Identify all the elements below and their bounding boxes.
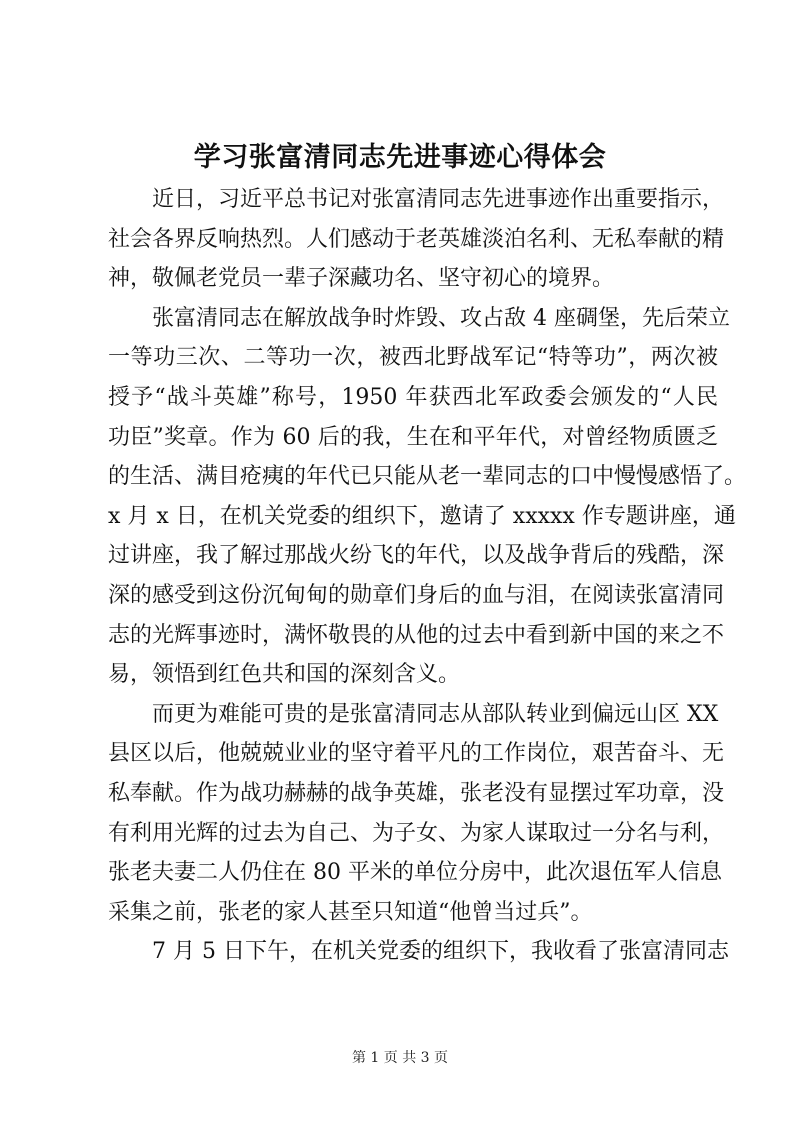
text-line: 过讲座，我了解过那战火纷飞的年代，以及战争背后的残酷，深	[108, 543, 725, 569]
text-line: 张老夫妻二人仍住在 80 平米的单位分房中，此次退伍军人信息	[108, 860, 722, 886]
text-line: 张富清同志在解放战争时炸毁、攻占敌 4 座碉堡，先后荣立	[152, 305, 730, 331]
text-line: 私奉献。作为战功赫赫的战争英雄，张老没有显摆过军功章，没	[108, 780, 725, 806]
text-line: 而更为难能可贵的是张富清同志从部队转业到偏远山区 XX	[152, 701, 719, 727]
text-line: 功臣”奖章。作为 60 后的我，生在和平年代，对曾经物质匮乏	[108, 424, 718, 450]
text-line: 社会各界反响热烈。人们感动于老英雄淡泊名利、无私奉献的精	[108, 226, 725, 252]
text-line: x 月 x 日，在机关党委的组织下，邀请了 xxxxx 作专题讲座，通	[108, 503, 736, 529]
document-title: 学习张富清同志先进事迹心得体会	[193, 142, 607, 173]
text-line: 神，敬佩老党员一辈子深藏功名、坚守初心的境界。	[108, 266, 615, 292]
text-line: 采集之前，张老的家人甚至只知道“他曾当过兵”。	[108, 899, 593, 925]
text-line: 有利用光辉的过去为自己、为子女、为家人谋取过一分名与利，	[108, 820, 725, 846]
text-line: 7 月 5 日下午，在机关党委的组织下，我收看了张富清同志	[152, 939, 729, 965]
text-line: 志的光辉事迹时，满怀敬畏的从他的过去中看到新中国的来之不	[108, 622, 725, 648]
page-footer: 第 1 页 共 3 页	[351, 1050, 449, 1066]
text-line: 授予“战斗英雄”称号，1950 年获西北军政委会颁发的“人民	[108, 384, 718, 410]
text-line: 深的感受到这份沉甸甸的勋章们身后的血与泪，在阅读张富清同	[108, 582, 725, 608]
text-line: 近日，习近平总书记对张富清同志先进事迹作出重要指示，	[152, 187, 725, 212]
text-line: 易，领悟到红色共和国的深刻含义。	[108, 662, 461, 688]
text-line: 县区以后，他兢兢业业的坚守着平凡的工作岗位，艰苦奋斗、无	[108, 741, 725, 767]
document-body	[108, 180, 747, 972]
text-line: 的生活、满目疮痍的年代已只能从老一辈同志的口中慢慢感悟了。	[108, 464, 747, 490]
text-line: 一等功三次、二等功一次，被西北野战军记“特等功”，两次被	[108, 345, 718, 371]
